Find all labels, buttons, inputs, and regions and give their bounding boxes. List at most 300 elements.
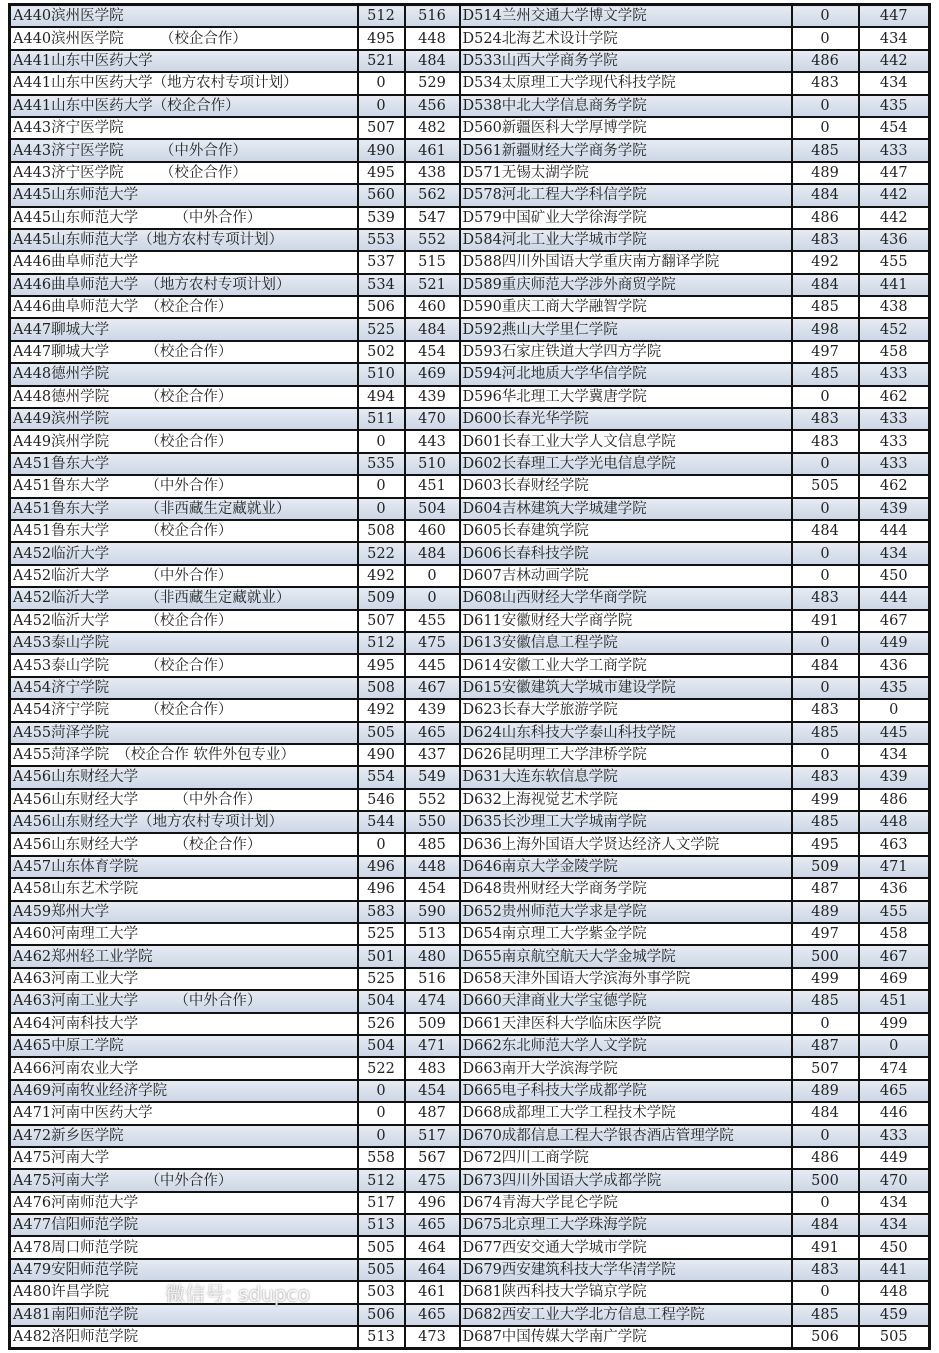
score-d-1-cell: 487: [792, 1035, 859, 1057]
table-row: [10, 699, 930, 721]
school-name-d-cell: D524北海艺术设计学院: [460, 27, 792, 49]
table-row: [10, 72, 930, 94]
table-row: [10, 945, 930, 967]
score-d-1-cell: 506: [792, 1326, 859, 1349]
score-d-1-cell: 0: [792, 1013, 859, 1035]
school-name-a-cell: A466河南农业大学: [10, 1057, 358, 1079]
score-d-1-cell: 0: [792, 565, 859, 587]
score-d-2-cell: 471: [859, 856, 930, 878]
score-d-1-cell: 486: [792, 1147, 859, 1169]
score-a-1-cell: 511: [358, 408, 405, 430]
school-name-d-cell: D623长春大学旅游学院: [460, 699, 792, 721]
score-d-2-cell: 463: [859, 833, 930, 855]
score-a-1-cell: 0: [358, 1080, 405, 1102]
school-name-d-cell: D613安徽信息工程学院: [460, 632, 792, 654]
score-a-1-cell: 537: [358, 251, 405, 273]
score-d-2-cell: 442: [859, 207, 930, 229]
table-row: [10, 1013, 930, 1035]
table-row: [10, 520, 930, 542]
school-name-d-cell: D560新疆医科大学厚博学院: [460, 117, 792, 139]
table-row: [10, 968, 930, 990]
score-d-1-cell: 0: [792, 27, 859, 49]
score-a-2-cell: 547: [405, 207, 460, 229]
score-d-1-cell: 484: [792, 184, 859, 206]
score-d-1-cell: 499: [792, 968, 859, 990]
school-name-d-cell: D614安徽工业大学工商学院: [460, 654, 792, 676]
score-d-2-cell: 458: [859, 341, 930, 363]
score-a-2-cell: 469: [405, 363, 460, 385]
school-name-d-cell: D592燕山大学里仁学院: [460, 318, 792, 340]
score-a-2-cell: 437: [405, 744, 460, 766]
score-a-1-cell: 513: [358, 1214, 405, 1236]
score-a-1-cell: 525: [358, 968, 405, 990]
table-row: [10, 789, 930, 811]
table-row: [10, 5, 930, 28]
table-row: [10, 878, 930, 900]
score-d-1-cell: 0: [792, 1281, 859, 1303]
score-a-2-cell: 455: [405, 610, 460, 632]
score-d-1-cell: 0: [792, 1125, 859, 1147]
score-a-2-cell: 0: [405, 587, 460, 609]
school-name-d-cell: D578河北工程大学科信学院: [460, 184, 792, 206]
school-name-a-cell: A446曲阜师范大学: [10, 251, 358, 273]
table-row: [10, 1326, 930, 1349]
school-name-a-cell: A457山东体育学院: [10, 856, 358, 878]
school-name-a-cell: A460河南理工大学: [10, 923, 358, 945]
table-row: [10, 654, 930, 676]
score-a-1-cell: 0: [358, 475, 405, 497]
school-name-a-cell: A451鲁东大学 （校企合作）: [10, 520, 358, 542]
score-d-2-cell: 451: [859, 990, 930, 1012]
score-a-2-cell: 0: [405, 565, 460, 587]
score-a-1-cell: 0: [358, 72, 405, 94]
score-a-2-cell: 470: [405, 408, 460, 430]
school-name-a-cell: A456山东财经大学（地方农村专项计划）: [10, 811, 358, 833]
school-name-d-cell: D654南京理工大学紫金学院: [460, 923, 792, 945]
score-a-2-cell: 460: [405, 520, 460, 542]
table-row: [10, 856, 930, 878]
score-d-2-cell: 441: [859, 274, 930, 296]
score-d-1-cell: 484: [792, 654, 859, 676]
score-a-1-cell: 505: [358, 1236, 405, 1258]
school-name-d-cell: D661天津医科大学临床医学院: [460, 1013, 792, 1035]
score-d-1-cell: 495: [792, 833, 859, 855]
score-d-2-cell: 444: [859, 520, 930, 542]
score-d-1-cell: 484: [792, 520, 859, 542]
score-a-2-cell: 475: [405, 632, 460, 654]
school-name-d-cell: D665电子科技大学成都学院: [460, 1080, 792, 1102]
school-name-d-cell: D604吉林建筑大学城建学院: [460, 498, 792, 520]
school-name-d-cell: D594河北地质大学华信学院: [460, 363, 792, 385]
score-d-1-cell: 489: [792, 901, 859, 923]
score-d-1-cell: 485: [792, 990, 859, 1012]
school-name-d-cell: D605长春建筑学院: [460, 520, 792, 542]
school-name-d-cell: D648贵州财经大学商务学院: [460, 878, 792, 900]
school-name-a-cell: A459郑州大学: [10, 901, 358, 923]
score-a-2-cell: 438: [405, 162, 460, 184]
school-name-a-cell: A454济宁学院: [10, 677, 358, 699]
score-a-2-cell: 515: [405, 251, 460, 273]
score-a-1-cell: 558: [358, 1147, 405, 1169]
school-name-d-cell: D584河北工业大学城市学院: [460, 229, 792, 251]
table-row: [10, 677, 930, 699]
table-row: [10, 27, 930, 49]
score-d-1-cell: 497: [792, 923, 859, 945]
score-d-2-cell: 455: [859, 251, 930, 273]
score-d-1-cell: 489: [792, 1080, 859, 1102]
score-a-1-cell: 0: [358, 430, 405, 452]
score-d-1-cell: 0: [792, 632, 859, 654]
score-a-1-cell: 517: [358, 1192, 405, 1214]
school-name-a-cell: A443济宁医学院 （校企合作）: [10, 162, 358, 184]
score-d-2-cell: 439: [859, 766, 930, 788]
score-a-1-cell: 503: [358, 1281, 405, 1303]
school-name-a-cell: A464河南科技大学: [10, 1013, 358, 1035]
table-row: [10, 430, 930, 452]
school-name-d-cell: D596华北理工大学冀唐学院: [460, 386, 792, 408]
score-a-2-cell: 550: [405, 811, 460, 833]
school-name-a-cell: A446曲阜师范大学 （地方农村专项计划）: [10, 274, 358, 296]
score-a-1-cell: 522: [358, 542, 405, 564]
score-a-1-cell: 490: [358, 744, 405, 766]
score-d-1-cell: 0: [792, 1192, 859, 1214]
score-a-1-cell: 512: [358, 632, 405, 654]
table-row: [10, 1281, 930, 1303]
score-d-2-cell: 0: [859, 699, 930, 721]
score-a-2-cell: 562: [405, 184, 460, 206]
table-row: [10, 139, 930, 161]
school-name-d-cell: D687中国传媒大学南广学院: [460, 1326, 792, 1349]
table-row: [10, 274, 930, 296]
school-name-d-cell: D624山东科技大学泰山科技学院: [460, 722, 792, 744]
school-name-d-cell: D646南京大学金陵学院: [460, 856, 792, 878]
score-d-2-cell: 452: [859, 318, 930, 340]
score-a-1-cell: 492: [358, 699, 405, 721]
score-d-1-cell: 483: [792, 587, 859, 609]
table-row: [10, 766, 930, 788]
score-d-2-cell: 454: [859, 117, 930, 139]
score-d-1-cell: 483: [792, 72, 859, 94]
school-name-d-cell: D601长春工业大学人文信息学院: [460, 430, 792, 452]
score-d-2-cell: 434: [859, 744, 930, 766]
table-row: [10, 184, 930, 206]
score-d-2-cell: 462: [859, 386, 930, 408]
score-a-2-cell: 521: [405, 274, 460, 296]
score-d-1-cell: 483: [792, 430, 859, 452]
score-a-2-cell: 484: [405, 542, 460, 564]
score-a-2-cell: 473: [405, 1326, 460, 1349]
score-a-1-cell: 495: [358, 654, 405, 676]
school-name-d-cell: D663南开大学滨海学院: [460, 1057, 792, 1079]
school-name-d-cell: D579中国矿业大学徐海学院: [460, 207, 792, 229]
school-name-d-cell: D635长沙理工大学城南学院: [460, 811, 792, 833]
score-d-2-cell: 434: [859, 1214, 930, 1236]
table-row: [10, 632, 930, 654]
table-row: [10, 542, 930, 564]
table-row: [10, 251, 930, 273]
score-a-2-cell: 516: [405, 5, 460, 28]
score-d-2-cell: 436: [859, 878, 930, 900]
school-name-d-cell: D652贵州师范大学求是学院: [460, 901, 792, 923]
score-a-1-cell: 506: [358, 296, 405, 318]
score-a-1-cell: 534: [358, 274, 405, 296]
school-name-d-cell: D611安徽财经大学商学院: [460, 610, 792, 632]
school-name-a-cell: A478周口师范学院: [10, 1236, 358, 1258]
school-name-a-cell: A452临沂大学 （中外合作）: [10, 565, 358, 587]
score-d-2-cell: 449: [859, 632, 930, 654]
score-a-1-cell: 583: [358, 901, 405, 923]
score-a-2-cell: 552: [405, 789, 460, 811]
score-d-1-cell: 505: [792, 475, 859, 497]
school-name-d-cell: D608山西财经大学华商学院: [460, 587, 792, 609]
table-body: [10, 5, 930, 1349]
school-name-d-cell: D673四川外国语大学成都学院: [460, 1169, 792, 1191]
score-d-2-cell: 439: [859, 498, 930, 520]
school-name-d-cell: D677西安交通大学城市学院: [460, 1236, 792, 1258]
score-a-1-cell: 512: [358, 1169, 405, 1191]
table-row: [10, 162, 930, 184]
score-a-2-cell: 480: [405, 945, 460, 967]
score-a-1-cell: 509: [358, 587, 405, 609]
score-d-2-cell: 448: [859, 811, 930, 833]
score-d-2-cell: 433: [859, 1125, 930, 1147]
school-name-d-cell: D670成都信息工程大学银杏酒店管理学院: [460, 1125, 792, 1147]
score-a-2-cell: 467: [405, 677, 460, 699]
school-name-d-cell: D674青海大学昆仑学院: [460, 1192, 792, 1214]
school-name-d-cell: D615安徽建筑大学城市建设学院: [460, 677, 792, 699]
school-name-a-cell: A472新乡医学院: [10, 1125, 358, 1147]
school-name-a-cell: A451鲁东大学 （非西藏生定藏就业）: [10, 498, 358, 520]
score-d-1-cell: 500: [792, 1169, 859, 1191]
score-d-2-cell: 474: [859, 1057, 930, 1079]
table-row: [10, 1035, 930, 1057]
score-a-1-cell: 0: [358, 1125, 405, 1147]
score-d-2-cell: 446: [859, 1102, 930, 1124]
score-d-2-cell: 505: [859, 1326, 930, 1349]
score-d-2-cell: 433: [859, 430, 930, 452]
score-a-1-cell: 495: [358, 27, 405, 49]
score-d-2-cell: 459: [859, 1304, 930, 1326]
score-d-2-cell: 467: [859, 945, 930, 967]
score-d-2-cell: 435: [859, 677, 930, 699]
school-name-d-cell: D672四川工商学院: [460, 1147, 792, 1169]
score-d-1-cell: 484: [792, 274, 859, 296]
score-a-1-cell: 495: [358, 162, 405, 184]
school-name-a-cell: A463河南工业大学: [10, 968, 358, 990]
score-a-2-cell: 471: [405, 1035, 460, 1057]
score-a-2-cell: 496: [405, 1192, 460, 1214]
score-a-2-cell: 484: [405, 318, 460, 340]
score-a-1-cell: 525: [358, 318, 405, 340]
score-a-2-cell: 487: [405, 1102, 460, 1124]
table-row: [10, 990, 930, 1012]
score-a-2-cell: 484: [405, 50, 460, 72]
score-a-2-cell: 474: [405, 990, 460, 1012]
admission-score-table: [8, 3, 931, 1350]
score-d-2-cell: 450: [859, 1236, 930, 1258]
score-d-1-cell: 491: [792, 610, 859, 632]
table-row: [10, 1304, 930, 1326]
school-name-a-cell: A479安阳师范学院: [10, 1259, 358, 1281]
score-a-1-cell: 507: [358, 117, 405, 139]
score-d-1-cell: 485: [792, 1304, 859, 1326]
school-name-a-cell: A455菏泽学院 （校企合作 软件外包专业）: [10, 744, 358, 766]
table-row: [10, 811, 930, 833]
school-name-a-cell: A453泰山学院 （校企合作）: [10, 654, 358, 676]
school-name-a-cell: A458山东艺术学院: [10, 878, 358, 900]
score-a-2-cell: 464: [405, 1236, 460, 1258]
table-row: [10, 587, 930, 609]
table-row: [10, 1080, 930, 1102]
score-d-1-cell: 499: [792, 789, 859, 811]
school-name-a-cell: A475河南大学 （中外合作）: [10, 1169, 358, 1191]
score-a-2-cell: 443: [405, 430, 460, 452]
score-d-1-cell: 483: [792, 1259, 859, 1281]
score-d-2-cell: 447: [859, 162, 930, 184]
score-a-2-cell: 439: [405, 699, 460, 721]
table-row: [10, 1236, 930, 1258]
table-row: [10, 498, 930, 520]
school-name-a-cell: A456山东财经大学 （中外合作）: [10, 789, 358, 811]
score-a-1-cell: 544: [358, 811, 405, 833]
school-name-a-cell: A451鲁东大学: [10, 453, 358, 475]
score-a-2-cell: 465: [405, 1214, 460, 1236]
table-row: [10, 229, 930, 251]
score-d-2-cell: 448: [859, 1281, 930, 1303]
score-a-2-cell: 464: [405, 1259, 460, 1281]
school-name-a-cell: A463河南工业大学 （中外合作）: [10, 990, 358, 1012]
score-a-1-cell: 501: [358, 945, 405, 967]
school-name-d-cell: D606长春科技学院: [460, 542, 792, 564]
score-a-1-cell: 508: [358, 520, 405, 542]
score-a-2-cell: 504: [405, 498, 460, 520]
school-name-a-cell: A447聊城大学 （校企合作）: [10, 341, 358, 363]
score-d-2-cell: 433: [859, 408, 930, 430]
score-a-2-cell: 513: [405, 923, 460, 945]
score-d-1-cell: 0: [792, 744, 859, 766]
school-name-a-cell: A443济宁医学院: [10, 117, 358, 139]
score-d-2-cell: 469: [859, 968, 930, 990]
score-d-1-cell: 489: [792, 162, 859, 184]
table-row: [10, 1192, 930, 1214]
score-d-2-cell: 441: [859, 1259, 930, 1281]
score-a-1-cell: 0: [358, 833, 405, 855]
score-d-1-cell: 0: [792, 498, 859, 520]
score-d-2-cell: 470: [859, 1169, 930, 1191]
score-a-1-cell: 492: [358, 565, 405, 587]
school-name-a-cell: A443济宁医学院 （中外合作）: [10, 139, 358, 161]
school-name-d-cell: D602长春理工大学光电信息学院: [460, 453, 792, 475]
school-name-a-cell: A451鲁东大学 （中外合作）: [10, 475, 358, 497]
score-d-1-cell: 507: [792, 1057, 859, 1079]
score-a-1-cell: 510: [358, 363, 405, 385]
score-d-2-cell: 433: [859, 363, 930, 385]
score-d-1-cell: 486: [792, 207, 859, 229]
score-a-2-cell: 465: [405, 1304, 460, 1326]
score-a-1-cell: 521: [358, 50, 405, 72]
score-a-1-cell: 522: [358, 1057, 405, 1079]
school-name-a-cell: A456山东财经大学 （校企合作）: [10, 833, 358, 855]
score-a-2-cell: 516: [405, 968, 460, 990]
school-name-d-cell: D603长春财经学院: [460, 475, 792, 497]
score-d-2-cell: 438: [859, 296, 930, 318]
score-d-1-cell: 0: [792, 95, 859, 117]
school-name-a-cell: A469河南牧业经济学院: [10, 1080, 358, 1102]
school-name-a-cell: A449滨州学院: [10, 408, 358, 430]
table-row: [10, 923, 930, 945]
score-a-1-cell: 553: [358, 229, 405, 251]
score-a-2-cell: 482: [405, 117, 460, 139]
school-name-d-cell: D533山西大学商务学院: [460, 50, 792, 72]
school-name-a-cell: A477信阳师范学院: [10, 1214, 358, 1236]
score-d-2-cell: 465: [859, 1080, 930, 1102]
school-name-a-cell: A449滨州学院 （校企合作）: [10, 430, 358, 452]
score-a-1-cell: 504: [358, 990, 405, 1012]
table-row: [10, 610, 930, 632]
score-a-1-cell: 539: [358, 207, 405, 229]
score-d-2-cell: 435: [859, 95, 930, 117]
score-a-1-cell: 496: [358, 878, 405, 900]
school-name-a-cell: A452临沂大学 （校企合作）: [10, 610, 358, 632]
score-a-1-cell: 535: [358, 453, 405, 475]
school-name-a-cell: A455菏泽学院: [10, 722, 358, 744]
score-a-2-cell: 454: [405, 1080, 460, 1102]
score-d-2-cell: 449: [859, 1147, 930, 1169]
school-name-a-cell: A482洛阳师范学院: [10, 1326, 358, 1349]
score-a-1-cell: 513: [358, 1326, 405, 1349]
score-d-1-cell: 485: [792, 139, 859, 161]
score-a-1-cell: 502: [358, 341, 405, 363]
school-name-a-cell: A447聊城大学: [10, 318, 358, 340]
table-row: [10, 1214, 930, 1236]
school-name-d-cell: D589重庆师范大学涉外商贸学院: [460, 274, 792, 296]
table-row: [10, 722, 930, 744]
score-a-1-cell: 508: [358, 677, 405, 699]
table-row: [10, 296, 930, 318]
school-name-a-cell: A445山东师范大学: [10, 184, 358, 206]
table-row: [10, 363, 930, 385]
wechat-watermark: 微信号: sdupco: [165, 1282, 310, 1306]
score-d-1-cell: 483: [792, 766, 859, 788]
school-name-a-cell: A452临沂大学: [10, 542, 358, 564]
score-a-1-cell: 526: [358, 1013, 405, 1035]
school-name-a-cell: A471河南中医药大学: [10, 1102, 358, 1124]
score-a-2-cell: 510: [405, 453, 460, 475]
school-name-a-cell: A445山东师范大学（地方农村专项计划）: [10, 229, 358, 251]
score-d-2-cell: 436: [859, 229, 930, 251]
school-name-d-cell: D675北京理工大学珠海学院: [460, 1214, 792, 1236]
school-name-a-cell: A446曲阜师范大学 （校企合作）: [10, 296, 358, 318]
score-d-2-cell: 499: [859, 1013, 930, 1035]
table-row: [10, 1102, 930, 1124]
score-d-2-cell: 450: [859, 565, 930, 587]
score-a-2-cell: 460: [405, 296, 460, 318]
table-row: [10, 1147, 930, 1169]
school-name-d-cell: D636上海外国语大学贤达经济人文学院: [460, 833, 792, 855]
score-d-2-cell: 433: [859, 139, 930, 161]
school-name-a-cell: A441山东中医药大学: [10, 50, 358, 72]
score-d-2-cell: 444: [859, 587, 930, 609]
score-d-1-cell: 498: [792, 318, 859, 340]
score-d-1-cell: 485: [792, 722, 859, 744]
school-name-a-cell: A453泰山学院: [10, 632, 358, 654]
table-row: [10, 833, 930, 855]
school-name-a-cell: A445山东师范大学 （中外合作）: [10, 207, 358, 229]
score-a-1-cell: 560: [358, 184, 405, 206]
school-name-a-cell: A476河南师范大学: [10, 1192, 358, 1214]
school-name-a-cell: A462郑州轻工业学院: [10, 945, 358, 967]
school-name-d-cell: D593石家庄铁道大学四方学院: [460, 341, 792, 363]
